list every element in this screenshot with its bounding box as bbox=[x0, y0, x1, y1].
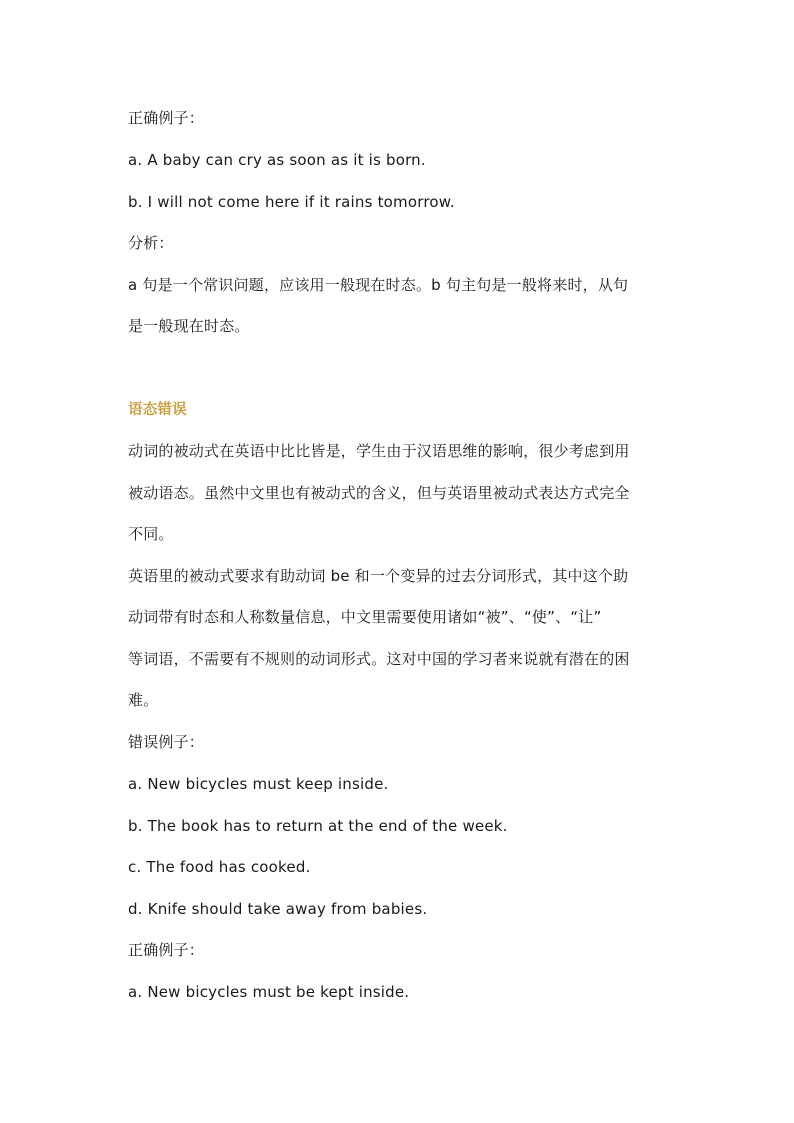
wrong-example-c: c. The food has cooked. bbox=[128, 858, 311, 876]
analysis-text-line-2: 是一般现在时态。 bbox=[128, 317, 250, 335]
label-analysis: 分析： bbox=[128, 234, 174, 252]
wrong-example-b: b. The book has to return at the end of the week. bbox=[128, 817, 508, 835]
label-correct-examples-2: 正确例子： bbox=[128, 941, 205, 959]
paragraph-2-line-3: 等词语，不需要有不规则的动词形式。这对中国的学习者来说就有潜在的困 bbox=[128, 650, 630, 668]
example-sentence-a: a. A baby can cry as soon as it is born. bbox=[128, 151, 426, 169]
label-wrong-examples: 错误例子： bbox=[128, 733, 205, 751]
paragraph-2-line-1: 英语里的被动式要求有助动词 be 和一个变异的过去分词形式，其中这个助 bbox=[128, 567, 629, 585]
label-correct-examples: 正确例子： bbox=[128, 109, 205, 127]
paragraph-1-line-3: 不同。 bbox=[128, 525, 174, 543]
paragraph-2-line-2: 动词带有时态和人称数量信息，中文里需要使用诸如“被”、“使”、“让” bbox=[128, 608, 602, 626]
correct-example-a: a. New bicycles must be kept inside. bbox=[128, 983, 410, 1001]
paragraph-1-line-2: 被动语态。虽然中文里也有被动式的含义，但与英语里被动式表达方式完全 bbox=[128, 484, 630, 502]
example-sentence-b: b. I will not come here if it rains tomorrow. bbox=[128, 193, 455, 211]
paragraph-1-line-1: 动词的被动式在英语中比比皆是，学生由于汉语思维的影响，很少考虑到用 bbox=[128, 442, 630, 460]
wrong-example-d: d. Knife should take away from babies. bbox=[128, 900, 428, 918]
wrong-example-a: a. New bicycles must keep inside. bbox=[128, 775, 389, 793]
section-heading: 语态错误 bbox=[128, 402, 187, 418]
paragraph-2-line-4: 难。 bbox=[128, 691, 159, 709]
analysis-text-line-1: a 句是一个常识问题，应该用一般现在时态。b 句主句是一般将来时，从句 bbox=[128, 276, 629, 294]
